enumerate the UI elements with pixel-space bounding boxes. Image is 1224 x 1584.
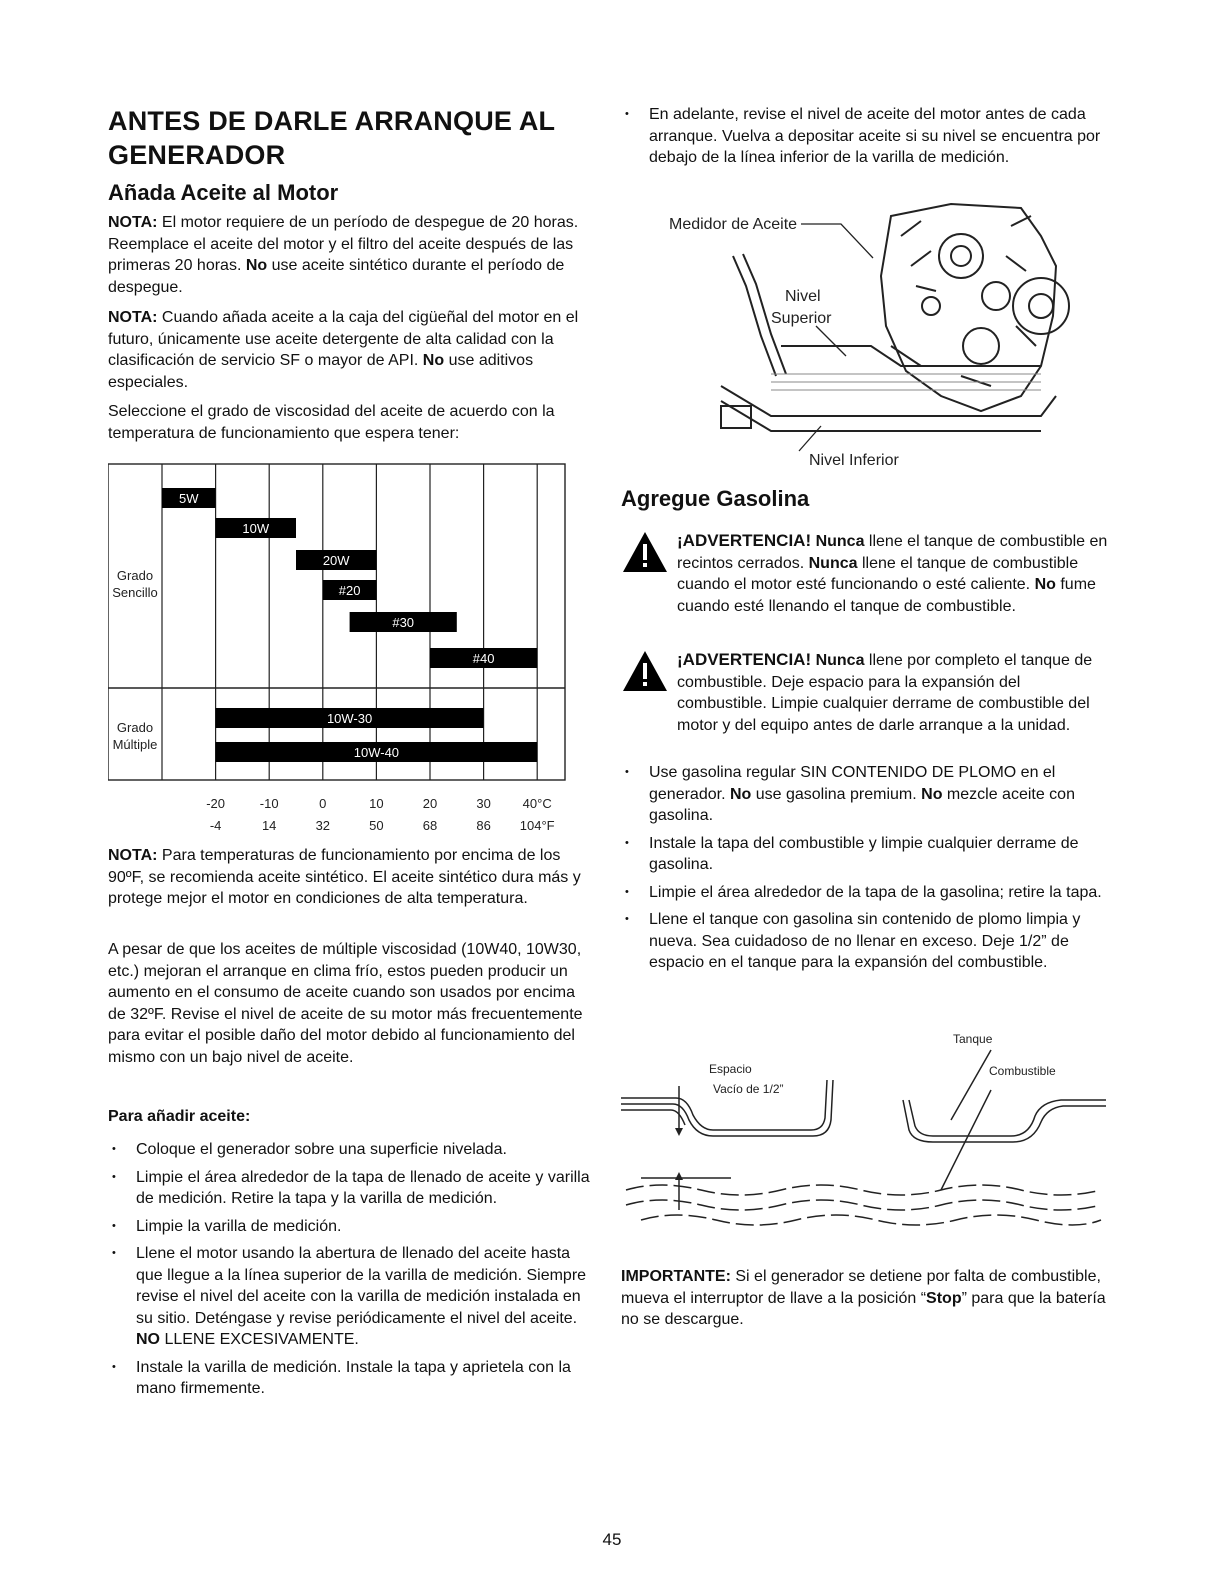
- add-oil-heading: Para añadir aceite:: [108, 1108, 251, 1125]
- note-oil-type: [108, 307, 594, 393]
- tick-label-fahrenheit: 50: [369, 818, 384, 833]
- warning-label: ¡ADVERTENCIA!: [677, 531, 812, 550]
- tick-label-celsius: 20: [422, 796, 438, 811]
- bar-label: 10W: [242, 521, 270, 536]
- warning-bold: Nunca: [815, 652, 865, 669]
- tick-label-fahrenheit: 68: [422, 818, 438, 833]
- list-item: [621, 833, 1111, 876]
- group-label: Sencillo: [112, 585, 158, 600]
- label-upper-level-2: Superior: [771, 310, 832, 327]
- tick-label-celsius: 10: [369, 796, 384, 811]
- note-text: Para temperaturas de funcionamiento por encima de los 90ºF, se recomienda aceite sintético. El aceite sintético dura más y protege mejor el motor en condiciones de alta temperatura.: [108, 847, 581, 907]
- bullet-text: use gasolina premium.: [751, 785, 922, 803]
- list-item: [108, 1357, 594, 1400]
- warning-bold: Nunca: [808, 554, 858, 572]
- note-bold: No: [245, 257, 268, 274]
- important-bold: Stop: [926, 1289, 962, 1307]
- viscosity-chart: [108, 462, 594, 840]
- bullet-text: Instale la tapa del combustible y limpie cualquier derrame de gasolina.: [649, 834, 1079, 873]
- warning-text: llene el tanque de combustible en recintos cerrados.: [677, 533, 1108, 572]
- tick-label-celsius: -20: [206, 796, 225, 811]
- fuel-tank-illustration: [621, 1030, 1111, 1230]
- warning-text: llene el tanque de combustible cuando el motor esté funcionando o esté caliente.: [677, 554, 1079, 593]
- bar-label: #30: [392, 615, 415, 630]
- tick-label-fahrenheit: 14: [261, 818, 277, 833]
- intro-bullet: [621, 104, 1111, 175]
- important-text: ” para que la batería no se descargue.: [621, 1289, 1106, 1328]
- note-label: NOTA:: [108, 847, 158, 864]
- note-bold: No: [422, 352, 445, 369]
- bullet-text: Use gasolina regular SIN CONTENIDO DE PLOMO en el generador.: [649, 764, 1056, 803]
- label-empty-half-inch: Vacío de 1/2”: [713, 1082, 784, 1096]
- list-item: [108, 1139, 594, 1161]
- page-title: ANTES DE DARLE ARRANQUE AL GENERADOR: [108, 106, 555, 170]
- label-lower-level: Nivel Inferior: [809, 452, 899, 469]
- section-heading-add-fuel: Agregue Gasolina: [621, 486, 810, 511]
- important-text: Si el generador se detiene por falta de combustible, mueva el interruptor de llave a la posición “: [621, 1268, 1101, 1307]
- note-text: Cuando añada aceite a la caja del cigüeñal del motor en el futuro, únicamente use aceite detergente de alta calidad con la clasificación de servicio SF o mayor de API.: [108, 309, 579, 369]
- warning-bold: No: [1034, 576, 1056, 593]
- dipstick-figure: [661, 196, 1091, 478]
- step-text: Llene el motor usando la abertura de llenado del aceite hasta que llegue a la línea superior de la varilla de medición. Siempre revise el nivel del aceite con la varilla de medición instalada en su sitio. Deténgase y revise periódicamente el nivel del aceite.: [136, 1245, 587, 1327]
- group-label: Múltiple: [112, 737, 158, 752]
- fuel-tank-figure: [621, 1030, 1111, 1230]
- warning-text: llene por completo el tanque de combustible. Deje espacio para la expansión del combustible. Limpie cualquier derrame de combustible del motor y del equipo antes de darle arranque a la unidad.: [677, 652, 1093, 734]
- label-fuel: Combustible: [989, 1064, 1056, 1078]
- tick-label-celsius: 40°C: [522, 796, 552, 811]
- warning-label: ¡ADVERTENCIA!: [677, 650, 812, 669]
- note-text: use aditivos especiales.: [108, 352, 534, 391]
- bar-label: 20W: [322, 553, 350, 568]
- warning-box-2: [621, 649, 1111, 736]
- label-tank: Tanque: [953, 1032, 993, 1046]
- warning-text-1: [677, 530, 1111, 617]
- bar-label: 10W-30: [326, 711, 373, 726]
- label-space: Espacio: [709, 1062, 752, 1076]
- chart-frame: [108, 464, 565, 780]
- warning-box-1: [621, 530, 1111, 617]
- warning-text-2: [677, 649, 1111, 736]
- group-label: Grado: [116, 720, 154, 735]
- multi-viscosity-paragraph: A pesar de que los aceites de múltiple viscosidad (10W40, 10W30, etc.) mejoran el arranque en clima frío, estos pueden producir un aumento en el consumo de aceite cuando son usados por encima de 32ºF. Revise el nivel de aceite de su motor más frecuentemente para evitar el posible daño del motor debido al funcionamiento del mismo con un bajo nivel de aceite.: [108, 941, 583, 1066]
- tick-label-fahrenheit: -4: [209, 818, 222, 833]
- page-number: 45: [602, 1530, 622, 1549]
- tick-label-celsius: -10: [259, 796, 279, 811]
- group-label: Grado: [116, 568, 154, 583]
- tick-label-fahrenheit: 86: [476, 818, 491, 833]
- bullet-text: En adelante, revise el nivel de aceite del motor antes de cada arranque. Vuelva a depositar aceite si su nivel se encuentra por debajo de la línea inferior de la varilla de medición.: [649, 106, 1101, 166]
- step-text: Instale la varilla de medición. Instale la tapa y aprietela con la mano firmemente.: [136, 1358, 571, 1397]
- chart-bars: [162, 488, 537, 762]
- list-item: [621, 909, 1111, 974]
- step-bold: NO: [136, 1331, 160, 1348]
- bar-label: 5W: [179, 491, 199, 506]
- warning-text: fume cuando esté llenando el tanque de combustible.: [677, 576, 1096, 615]
- list-item: [108, 1167, 594, 1210]
- tick-label-celsius: 0: [319, 796, 327, 811]
- engine-illustration: [661, 196, 1091, 478]
- fuel-steps: [621, 762, 1111, 980]
- add-oil-steps: [108, 1139, 594, 1406]
- list-item: [621, 882, 1111, 904]
- step-text: Limpie el área alrededor de la tapa de llenado de aceite y varilla de medición. Retire la tapa y la varilla de medición.: [136, 1168, 590, 1207]
- important-label: IMPORTANTE:: [621, 1268, 731, 1285]
- bar-label: #40: [472, 651, 495, 666]
- bullet-bold: No: [921, 785, 943, 803]
- label-upper-level: Nivel: [785, 288, 821, 305]
- chart-labels: [112, 568, 554, 833]
- note-break-in: [108, 212, 594, 298]
- bar-label: #20: [338, 583, 361, 598]
- bullet-text: Limpie el área alrededor de la tapa de la gasolina; retire la tapa.: [649, 883, 1102, 901]
- list-item: [621, 762, 1111, 827]
- bullet-text: mezcle aceite con gasolina.: [649, 785, 1075, 824]
- step-text: Limpie la varilla de medición.: [136, 1217, 342, 1235]
- note-label: NOTA:: [108, 309, 158, 326]
- bullet-bold: No: [729, 785, 752, 803]
- section-heading-add-oil: Añada Aceite al Motor: [108, 180, 339, 205]
- list-item: [108, 1243, 594, 1351]
- chart-border: [108, 464, 565, 780]
- warning-bold: Nunca: [815, 533, 865, 550]
- bullet-text: Llene el tanque con gasolina sin contenido de plomo limpia y nueva. Sea cuidadoso de no llenar en exceso. Deje 1/2” de espacio en el tanque para la expansión del combustible.: [649, 911, 1081, 971]
- list-item: [621, 104, 1111, 169]
- important-note: [621, 1266, 1111, 1331]
- note-text: El motor requiere de un período de despegue de 20 horas. Reemplace el aceite del motor y el filtro del aceite después de las primeras 20 horas.: [108, 214, 579, 274]
- warning-icon: [621, 649, 669, 693]
- warning-icon: [621, 530, 669, 574]
- tick-label-celsius: 30: [476, 796, 491, 811]
- tick-label-fahrenheit: 104°F: [519, 818, 555, 833]
- list-item: [108, 1216, 594, 1238]
- note-text: use aceite sintético durante el período de despegue.: [108, 257, 565, 296]
- step-text: LLENE EXCESIVAMENTE.: [160, 1331, 359, 1348]
- bar-label: 10W-40: [353, 745, 400, 760]
- note-label: NOTA:: [108, 214, 158, 231]
- label-dipstick: Medidor de Aceite: [669, 216, 798, 233]
- tick-label-fahrenheit: 32: [315, 818, 331, 833]
- note-synthetic: [108, 845, 594, 910]
- viscosity-instruction: Seleccione el grado de viscosidad del aceite de acuerdo con la temperatura de funcionamiento que espera tener:: [108, 403, 555, 442]
- step-text: Coloque el generador sobre una superficie nivelada.: [136, 1141, 507, 1158]
